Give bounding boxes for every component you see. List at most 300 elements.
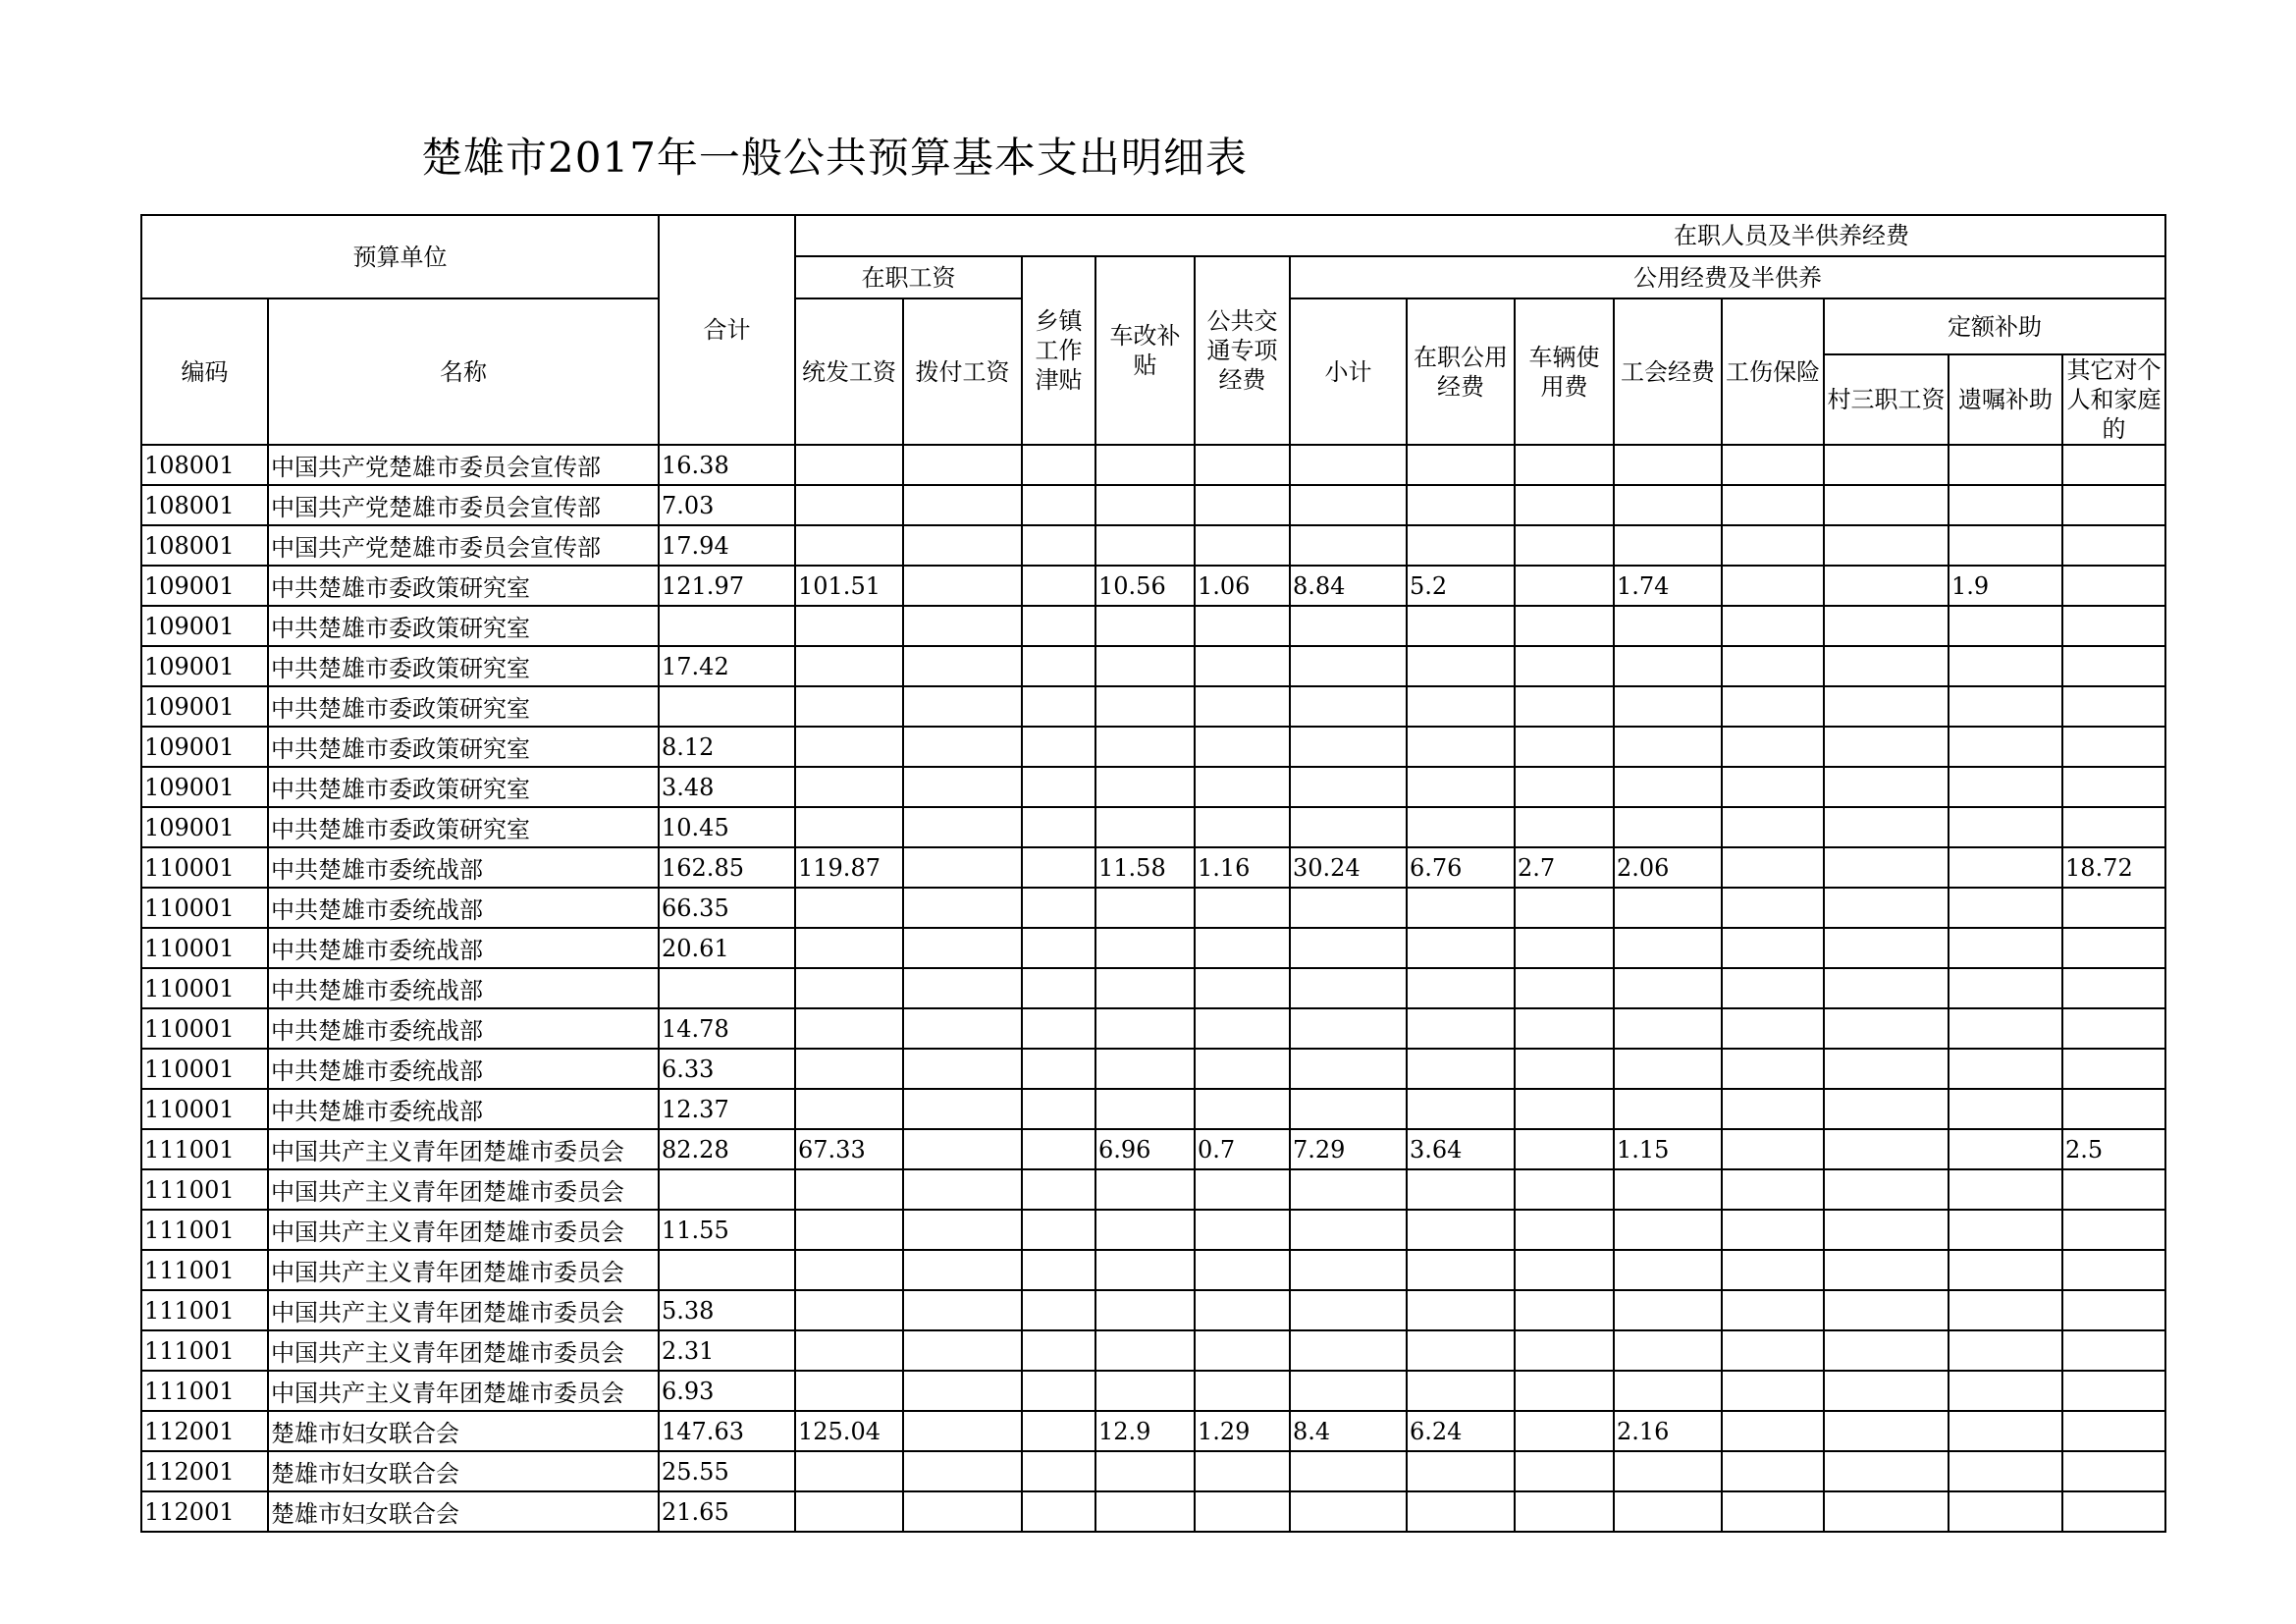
cell-subtotal[interactable] — [1290, 1049, 1407, 1089]
cell-office[interactable] — [1407, 727, 1515, 767]
cell-total[interactable]: 147.63 — [659, 1411, 795, 1451]
cell-other[interactable] — [2062, 1330, 2165, 1371]
cell-unified[interactable] — [795, 767, 903, 807]
cell-village[interactable] — [1824, 727, 1949, 767]
cell-transport[interactable] — [1195, 1210, 1290, 1250]
cell-subtotal[interactable] — [1290, 1210, 1407, 1250]
cell-vehicle[interactable] — [1515, 968, 1614, 1008]
cell-code[interactable]: 112001 — [141, 1491, 268, 1532]
cell-name[interactable]: 中国共产主义青年团楚雄市委员会 — [268, 1250, 659, 1290]
cell-code[interactable]: 109001 — [141, 646, 268, 686]
cell-code[interactable]: 112001 — [141, 1451, 268, 1491]
cell-car[interactable] — [1095, 727, 1195, 767]
cell-other[interactable] — [2062, 888, 2165, 928]
cell-village[interactable] — [1824, 1089, 1949, 1129]
cell-allocated[interactable] — [903, 1290, 1022, 1330]
cell-transport[interactable] — [1195, 767, 1290, 807]
cell-village[interactable] — [1824, 1250, 1949, 1290]
cell-vehicle[interactable] — [1515, 1330, 1614, 1371]
cell-injury[interactable] — [1722, 727, 1824, 767]
cell-office[interactable] — [1407, 888, 1515, 928]
cell-total[interactable]: 21.65 — [659, 1491, 795, 1532]
cell-township[interactable] — [1022, 646, 1095, 686]
cell-will[interactable] — [1949, 767, 2062, 807]
cell-code[interactable]: 109001 — [141, 807, 268, 847]
cell-subtotal[interactable] — [1290, 1371, 1407, 1411]
cell-unified[interactable] — [795, 1169, 903, 1210]
cell-unified[interactable] — [795, 1210, 903, 1250]
cell-vehicle[interactable] — [1515, 1008, 1614, 1049]
cell-other[interactable] — [2062, 1089, 2165, 1129]
cell-other[interactable] — [2062, 1451, 2165, 1491]
cell-village[interactable] — [1824, 1210, 1949, 1250]
cell-name[interactable]: 中共楚雄市委统战部 — [268, 1049, 659, 1089]
cell-name[interactable]: 中国共产主义青年团楚雄市委员会 — [268, 1129, 659, 1169]
cell-will[interactable] — [1949, 525, 2062, 566]
cell-subtotal[interactable] — [1290, 1250, 1407, 1290]
cell-other[interactable] — [2062, 445, 2165, 485]
cell-transport[interactable]: 0.7 — [1195, 1129, 1290, 1169]
cell-will[interactable] — [1949, 1290, 2062, 1330]
cell-vehicle[interactable] — [1515, 1411, 1614, 1451]
cell-will[interactable] — [1949, 807, 2062, 847]
cell-injury[interactable] — [1722, 807, 1824, 847]
cell-subtotal[interactable] — [1290, 1008, 1407, 1049]
cell-name[interactable]: 中国共产主义青年团楚雄市委员会 — [268, 1330, 659, 1371]
cell-subtotal[interactable] — [1290, 807, 1407, 847]
cell-total[interactable]: 25.55 — [659, 1451, 795, 1491]
cell-union[interactable] — [1614, 1290, 1722, 1330]
cell-injury[interactable] — [1722, 646, 1824, 686]
cell-township[interactable] — [1022, 1210, 1095, 1250]
cell-other[interactable] — [2062, 1491, 2165, 1532]
cell-injury[interactable] — [1722, 1169, 1824, 1210]
cell-office[interactable] — [1407, 1089, 1515, 1129]
cell-union[interactable] — [1614, 1049, 1722, 1089]
cell-village[interactable] — [1824, 485, 1949, 525]
cell-village[interactable] — [1824, 686, 1949, 727]
cell-car[interactable] — [1095, 1210, 1195, 1250]
cell-code[interactable]: 109001 — [141, 767, 268, 807]
cell-name[interactable]: 中共楚雄市委政策研究室 — [268, 727, 659, 767]
cell-name[interactable]: 中国共产党楚雄市委员会宣传部 — [268, 445, 659, 485]
cell-total[interactable]: 8.12 — [659, 727, 795, 767]
cell-unified[interactable] — [795, 968, 903, 1008]
cell-allocated[interactable] — [903, 968, 1022, 1008]
cell-total[interactable]: 17.42 — [659, 646, 795, 686]
cell-name[interactable]: 中国共产主义青年团楚雄市委员会 — [268, 1210, 659, 1250]
cell-village[interactable] — [1824, 1290, 1949, 1330]
cell-village[interactable] — [1824, 928, 1949, 968]
cell-transport[interactable] — [1195, 727, 1290, 767]
cell-office[interactable] — [1407, 928, 1515, 968]
cell-unified[interactable]: 119.87 — [795, 847, 903, 888]
cell-transport[interactable] — [1195, 1491, 1290, 1532]
cell-township[interactable] — [1022, 606, 1095, 646]
cell-unified[interactable]: 101.51 — [795, 566, 903, 606]
cell-unified[interactable] — [795, 1330, 903, 1371]
cell-will[interactable] — [1949, 1371, 2062, 1411]
cell-vehicle[interactable] — [1515, 767, 1614, 807]
cell-vehicle[interactable] — [1515, 727, 1614, 767]
cell-township[interactable] — [1022, 1411, 1095, 1451]
cell-allocated[interactable] — [903, 1411, 1022, 1451]
cell-other[interactable] — [2062, 807, 2165, 847]
cell-union[interactable] — [1614, 485, 1722, 525]
cell-subtotal[interactable] — [1290, 485, 1407, 525]
cell-township[interactable] — [1022, 1129, 1095, 1169]
cell-transport[interactable]: 1.29 — [1195, 1411, 1290, 1451]
cell-union[interactable] — [1614, 767, 1722, 807]
cell-subtotal[interactable] — [1290, 686, 1407, 727]
cell-code[interactable]: 111001 — [141, 1210, 268, 1250]
cell-village[interactable] — [1824, 807, 1949, 847]
cell-injury[interactable] — [1722, 1411, 1824, 1451]
cell-union[interactable] — [1614, 1210, 1722, 1250]
cell-injury[interactable] — [1722, 1008, 1824, 1049]
cell-name[interactable]: 中共楚雄市委政策研究室 — [268, 646, 659, 686]
cell-township[interactable] — [1022, 1371, 1095, 1411]
cell-union[interactable] — [1614, 727, 1722, 767]
cell-union[interactable] — [1614, 1008, 1722, 1049]
cell-office[interactable] — [1407, 1491, 1515, 1532]
cell-subtotal[interactable]: 30.24 — [1290, 847, 1407, 888]
cell-code[interactable]: 110001 — [141, 1049, 268, 1089]
cell-union[interactable]: 1.74 — [1614, 566, 1722, 606]
cell-allocated[interactable] — [903, 1371, 1022, 1411]
cell-code[interactable]: 110001 — [141, 968, 268, 1008]
cell-allocated[interactable] — [903, 646, 1022, 686]
cell-total[interactable]: 14.78 — [659, 1008, 795, 1049]
cell-total[interactable] — [659, 686, 795, 727]
cell-vehicle[interactable] — [1515, 525, 1614, 566]
cell-vehicle[interactable] — [1515, 1491, 1614, 1532]
cell-will[interactable] — [1949, 485, 2062, 525]
cell-village[interactable] — [1824, 1129, 1949, 1169]
cell-village[interactable] — [1824, 1330, 1949, 1371]
cell-union[interactable]: 1.15 — [1614, 1129, 1722, 1169]
cell-total[interactable]: 66.35 — [659, 888, 795, 928]
cell-car[interactable]: 10.56 — [1095, 566, 1195, 606]
cell-transport[interactable] — [1195, 1008, 1290, 1049]
cell-total[interactable]: 82.28 — [659, 1129, 795, 1169]
cell-name[interactable]: 中国共产主义青年团楚雄市委员会 — [268, 1371, 659, 1411]
cell-township[interactable] — [1022, 1330, 1095, 1371]
cell-office[interactable]: 5.2 — [1407, 566, 1515, 606]
cell-vehicle[interactable] — [1515, 646, 1614, 686]
cell-code[interactable]: 109001 — [141, 727, 268, 767]
cell-union[interactable] — [1614, 1491, 1722, 1532]
cell-code[interactable]: 112001 — [141, 1411, 268, 1451]
cell-allocated[interactable] — [903, 566, 1022, 606]
cell-transport[interactable] — [1195, 1290, 1290, 1330]
cell-village[interactable] — [1824, 968, 1949, 1008]
cell-union[interactable] — [1614, 1451, 1722, 1491]
cell-will[interactable]: 1.9 — [1949, 566, 2062, 606]
cell-will[interactable] — [1949, 1250, 2062, 1290]
cell-office[interactable] — [1407, 767, 1515, 807]
cell-unified[interactable] — [795, 646, 903, 686]
cell-car[interactable] — [1095, 525, 1195, 566]
cell-subtotal[interactable] — [1290, 968, 1407, 1008]
cell-will[interactable] — [1949, 1008, 2062, 1049]
cell-allocated[interactable] — [903, 445, 1022, 485]
cell-subtotal[interactable] — [1290, 888, 1407, 928]
cell-other[interactable] — [2062, 1290, 2165, 1330]
cell-will[interactable] — [1949, 686, 2062, 727]
cell-injury[interactable] — [1722, 968, 1824, 1008]
cell-code[interactable]: 111001 — [141, 1330, 268, 1371]
cell-village[interactable] — [1824, 1169, 1949, 1210]
cell-transport[interactable] — [1195, 807, 1290, 847]
cell-office[interactable] — [1407, 606, 1515, 646]
cell-subtotal[interactable] — [1290, 727, 1407, 767]
cell-union[interactable] — [1614, 968, 1722, 1008]
cell-car[interactable]: 6.96 — [1095, 1129, 1195, 1169]
cell-unified[interactable] — [795, 727, 903, 767]
cell-subtotal[interactable]: 8.4 — [1290, 1411, 1407, 1451]
cell-transport[interactable] — [1195, 1250, 1290, 1290]
cell-name[interactable]: 中共楚雄市委政策研究室 — [268, 767, 659, 807]
cell-union[interactable] — [1614, 1250, 1722, 1290]
cell-subtotal[interactable] — [1290, 1451, 1407, 1491]
cell-code[interactable]: 110001 — [141, 1008, 268, 1049]
cell-will[interactable] — [1949, 1330, 2062, 1371]
cell-will[interactable] — [1949, 1210, 2062, 1250]
cell-will[interactable] — [1949, 888, 2062, 928]
cell-village[interactable] — [1824, 1049, 1949, 1089]
cell-transport[interactable] — [1195, 686, 1290, 727]
cell-village[interactable] — [1824, 847, 1949, 888]
cell-unified[interactable] — [795, 525, 903, 566]
cell-union[interactable] — [1614, 1371, 1722, 1411]
cell-transport[interactable] — [1195, 1169, 1290, 1210]
cell-union[interactable] — [1614, 606, 1722, 646]
cell-township[interactable] — [1022, 445, 1095, 485]
cell-car[interactable]: 11.58 — [1095, 847, 1195, 888]
cell-total[interactable]: 10.45 — [659, 807, 795, 847]
cell-total[interactable]: 6.33 — [659, 1049, 795, 1089]
cell-allocated[interactable] — [903, 1008, 1022, 1049]
cell-other[interactable] — [2062, 525, 2165, 566]
cell-subtotal[interactable] — [1290, 1290, 1407, 1330]
cell-village[interactable] — [1824, 1451, 1949, 1491]
cell-office[interactable] — [1407, 1290, 1515, 1330]
cell-code[interactable]: 111001 — [141, 1129, 268, 1169]
cell-township[interactable] — [1022, 1089, 1095, 1129]
cell-car[interactable] — [1095, 1250, 1195, 1290]
cell-car[interactable] — [1095, 928, 1195, 968]
cell-car[interactable] — [1095, 606, 1195, 646]
cell-allocated[interactable] — [903, 1330, 1022, 1371]
cell-vehicle[interactable] — [1515, 1169, 1614, 1210]
cell-total[interactable]: 16.38 — [659, 445, 795, 485]
cell-vehicle[interactable] — [1515, 1129, 1614, 1169]
cell-unified[interactable] — [795, 1049, 903, 1089]
cell-name[interactable]: 楚雄市妇女联合会 — [268, 1491, 659, 1532]
cell-car[interactable] — [1095, 1008, 1195, 1049]
cell-village[interactable] — [1824, 767, 1949, 807]
cell-township[interactable] — [1022, 1169, 1095, 1210]
cell-vehicle[interactable] — [1515, 1210, 1614, 1250]
cell-village[interactable] — [1824, 566, 1949, 606]
cell-allocated[interactable] — [903, 888, 1022, 928]
cell-allocated[interactable] — [903, 727, 1022, 767]
cell-total[interactable]: 5.38 — [659, 1290, 795, 1330]
cell-office[interactable] — [1407, 968, 1515, 1008]
cell-transport[interactable] — [1195, 928, 1290, 968]
cell-township[interactable] — [1022, 727, 1095, 767]
cell-car[interactable] — [1095, 646, 1195, 686]
cell-township[interactable] — [1022, 1290, 1095, 1330]
cell-car[interactable] — [1095, 968, 1195, 1008]
cell-will[interactable] — [1949, 1089, 2062, 1129]
cell-vehicle[interactable] — [1515, 1049, 1614, 1089]
cell-total[interactable]: 20.61 — [659, 928, 795, 968]
cell-car[interactable] — [1095, 1049, 1195, 1089]
cell-office[interactable] — [1407, 1169, 1515, 1210]
cell-office[interactable] — [1407, 1210, 1515, 1250]
cell-unified[interactable] — [795, 807, 903, 847]
cell-allocated[interactable] — [903, 485, 1022, 525]
cell-unified[interactable] — [795, 1250, 903, 1290]
cell-other[interactable] — [2062, 566, 2165, 606]
cell-transport[interactable] — [1195, 646, 1290, 686]
cell-name[interactable]: 中共楚雄市委统战部 — [268, 847, 659, 888]
cell-vehicle[interactable] — [1515, 485, 1614, 525]
cell-allocated[interactable] — [903, 1250, 1022, 1290]
cell-code[interactable]: 109001 — [141, 566, 268, 606]
cell-name[interactable]: 中国共产党楚雄市委员会宣传部 — [268, 485, 659, 525]
cell-name[interactable]: 中共楚雄市委政策研究室 — [268, 566, 659, 606]
cell-township[interactable] — [1022, 847, 1095, 888]
cell-vehicle[interactable] — [1515, 1451, 1614, 1491]
cell-unified[interactable] — [795, 1491, 903, 1532]
cell-other[interactable] — [2062, 686, 2165, 727]
cell-union[interactable]: 2.06 — [1614, 847, 1722, 888]
cell-transport[interactable] — [1195, 1330, 1290, 1371]
cell-injury[interactable] — [1722, 1129, 1824, 1169]
cell-code[interactable]: 108001 — [141, 525, 268, 566]
cell-total[interactable]: 12.37 — [659, 1089, 795, 1129]
cell-car[interactable] — [1095, 686, 1195, 727]
cell-unified[interactable] — [795, 1089, 903, 1129]
cell-name[interactable]: 中共楚雄市委统战部 — [268, 888, 659, 928]
cell-township[interactable] — [1022, 1491, 1095, 1532]
cell-transport[interactable] — [1195, 525, 1290, 566]
cell-code[interactable]: 111001 — [141, 1371, 268, 1411]
cell-township[interactable] — [1022, 1049, 1095, 1089]
cell-code[interactable]: 110001 — [141, 847, 268, 888]
cell-car[interactable]: 12.9 — [1095, 1411, 1195, 1451]
cell-total[interactable]: 17.94 — [659, 525, 795, 566]
cell-township[interactable] — [1022, 566, 1095, 606]
cell-code[interactable]: 111001 — [141, 1169, 268, 1210]
cell-village[interactable] — [1824, 525, 1949, 566]
cell-total[interactable] — [659, 1250, 795, 1290]
cell-injury[interactable] — [1722, 888, 1824, 928]
cell-will[interactable] — [1949, 928, 2062, 968]
cell-village[interactable] — [1824, 888, 1949, 928]
cell-union[interactable] — [1614, 807, 1722, 847]
cell-vehicle[interactable] — [1515, 445, 1614, 485]
cell-car[interactable] — [1095, 767, 1195, 807]
cell-subtotal[interactable] — [1290, 525, 1407, 566]
cell-vehicle[interactable] — [1515, 888, 1614, 928]
cell-will[interactable] — [1949, 1411, 2062, 1451]
cell-injury[interactable] — [1722, 445, 1824, 485]
cell-subtotal[interactable] — [1290, 606, 1407, 646]
cell-will[interactable] — [1949, 1491, 2062, 1532]
cell-unified[interactable]: 125.04 — [795, 1411, 903, 1451]
cell-will[interactable] — [1949, 727, 2062, 767]
cell-township[interactable] — [1022, 968, 1095, 1008]
cell-office[interactable]: 6.24 — [1407, 1411, 1515, 1451]
cell-will[interactable] — [1949, 1451, 2062, 1491]
cell-car[interactable] — [1095, 1371, 1195, 1411]
cell-township[interactable] — [1022, 485, 1095, 525]
cell-union[interactable] — [1614, 928, 1722, 968]
cell-transport[interactable] — [1195, 1049, 1290, 1089]
cell-other[interactable] — [2062, 606, 2165, 646]
cell-code[interactable]: 110001 — [141, 1089, 268, 1129]
cell-office[interactable] — [1407, 525, 1515, 566]
cell-car[interactable] — [1095, 807, 1195, 847]
cell-injury[interactable] — [1722, 1330, 1824, 1371]
cell-transport[interactable] — [1195, 888, 1290, 928]
cell-township[interactable] — [1022, 686, 1095, 727]
cell-union[interactable] — [1614, 525, 1722, 566]
cell-transport[interactable] — [1195, 485, 1290, 525]
cell-village[interactable] — [1824, 646, 1949, 686]
cell-subtotal[interactable] — [1290, 1089, 1407, 1129]
cell-allocated[interactable] — [903, 525, 1022, 566]
cell-name[interactable]: 中共楚雄市委统战部 — [268, 968, 659, 1008]
cell-unified[interactable] — [795, 485, 903, 525]
cell-village[interactable] — [1824, 1371, 1949, 1411]
cell-unified[interactable] — [795, 606, 903, 646]
cell-village[interactable] — [1824, 1008, 1949, 1049]
cell-transport[interactable] — [1195, 1451, 1290, 1491]
cell-vehicle[interactable] — [1515, 606, 1614, 646]
cell-office[interactable] — [1407, 646, 1515, 686]
cell-name[interactable]: 中共楚雄市委统战部 — [268, 928, 659, 968]
cell-other[interactable] — [2062, 646, 2165, 686]
cell-will[interactable] — [1949, 606, 2062, 646]
cell-allocated[interactable] — [903, 1210, 1022, 1250]
cell-code[interactable]: 108001 — [141, 445, 268, 485]
cell-injury[interactable] — [1722, 847, 1824, 888]
cell-vehicle[interactable] — [1515, 1250, 1614, 1290]
cell-vehicle[interactable] — [1515, 928, 1614, 968]
cell-unified[interactable] — [795, 1008, 903, 1049]
cell-allocated[interactable] — [903, 606, 1022, 646]
cell-allocated[interactable] — [903, 767, 1022, 807]
cell-injury[interactable] — [1722, 1371, 1824, 1411]
cell-will[interactable] — [1949, 445, 2062, 485]
cell-allocated[interactable] — [903, 1451, 1022, 1491]
cell-name[interactable]: 中国共产主义青年团楚雄市委员会 — [268, 1169, 659, 1210]
cell-township[interactable] — [1022, 1451, 1095, 1491]
cell-total[interactable]: 162.85 — [659, 847, 795, 888]
cell-car[interactable] — [1095, 1451, 1195, 1491]
cell-other[interactable] — [2062, 485, 2165, 525]
cell-injury[interactable] — [1722, 928, 1824, 968]
cell-vehicle[interactable] — [1515, 1089, 1614, 1129]
cell-unified[interactable] — [795, 1290, 903, 1330]
cell-office[interactable] — [1407, 1049, 1515, 1089]
cell-transport[interactable]: 1.16 — [1195, 847, 1290, 888]
